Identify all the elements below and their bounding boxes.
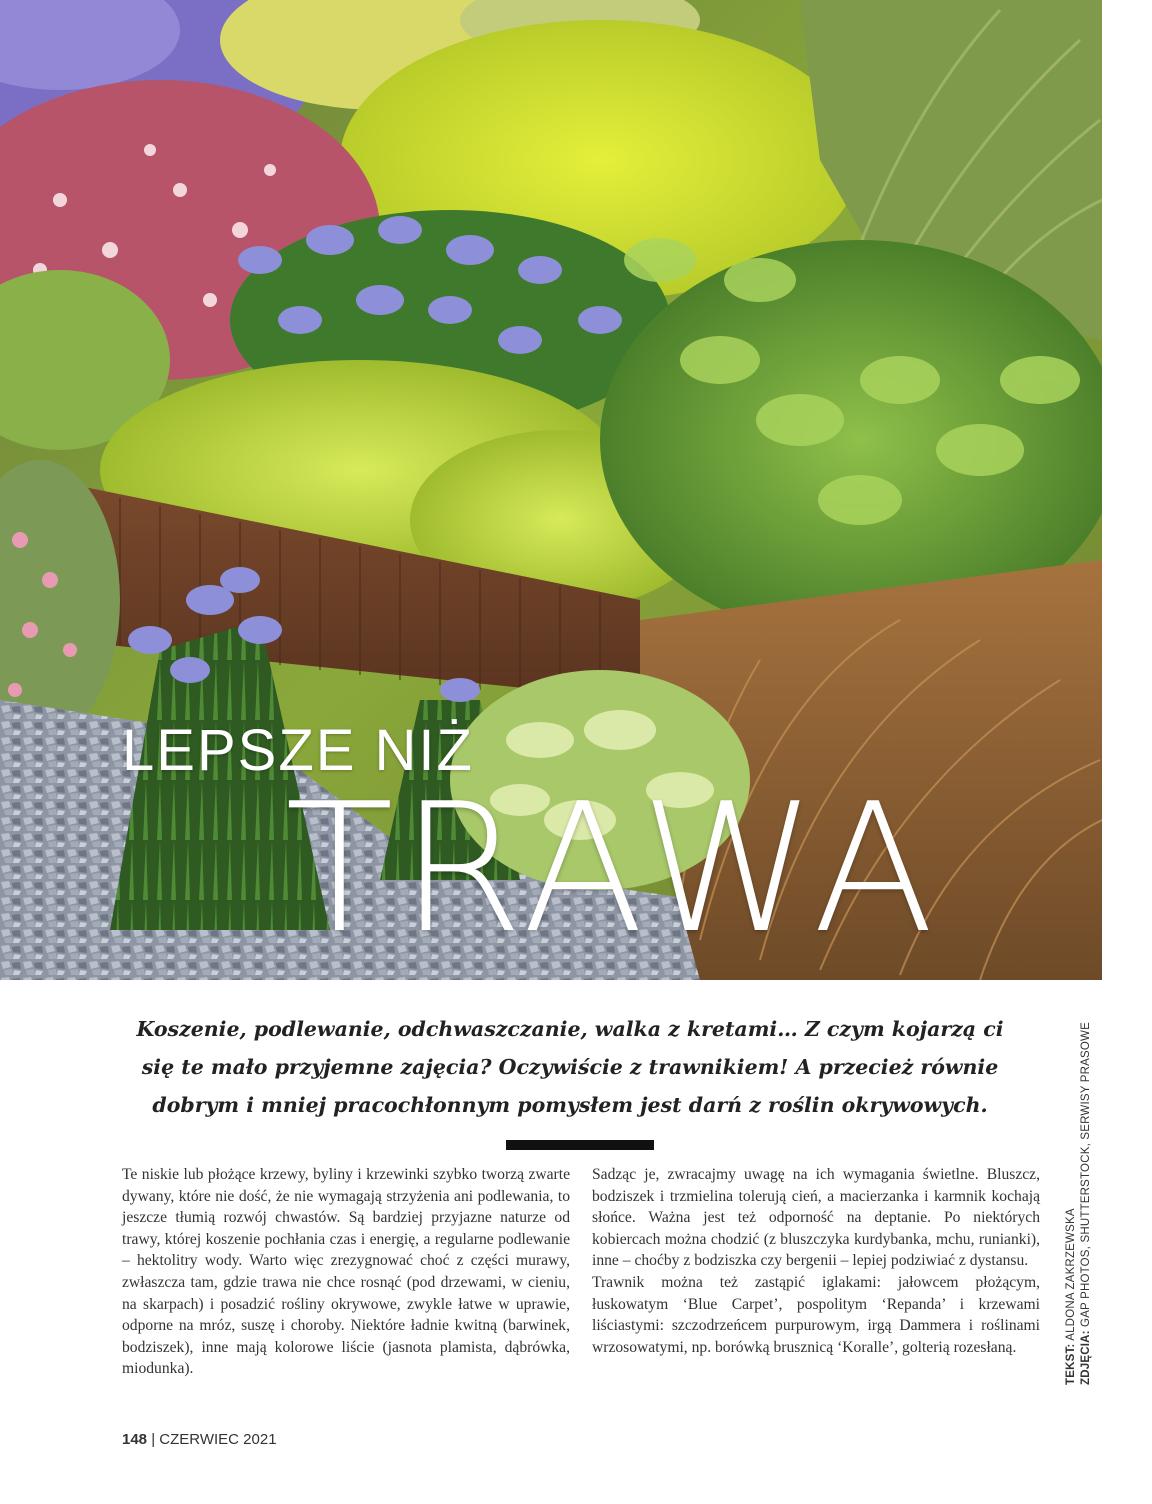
credit-text-value: ALDONA ZAKRZEWSKA	[1065, 1208, 1077, 1341]
issue-date: CZERWIEC 2021	[159, 1431, 277, 1448]
title-line-1: LEPSZE NIŻ	[122, 718, 474, 783]
credit-photos	[1079, 1022, 1094, 1385]
page-number: 148	[122, 1431, 148, 1448]
lead-paragraph: Koszenie, podlewanie, odchwaszczanie, walka z kretami… Z czym kojarzą ci się te mało przyjemne zajęcia? Oczywiście z trawnikiem! A przecież równie dobrym i mniej pracochłonnym pomysłem jest darń z roślin okrywowych.	[136, 1017, 1004, 1117]
body-column-left	[122, 1164, 570, 1380]
credit-text-label: TEKST:	[1065, 1343, 1077, 1385]
section-divider	[506, 1140, 654, 1150]
footer-separator: |	[151, 1431, 156, 1448]
page-footer	[122, 1431, 277, 1448]
body-paragraph: Trawnik można też zastąpić iglakami: jałowcem płożącym, łuskowatym ‘Blue Carpet’, pospolitym ‘Repanda’ i krzewami liściastymi: szczodrzeńcem purpurowym, irgą Dammera i roślinami wrzosowatymi, np. borówką brusznicą ‘Koralle’, golterią rozesłaną.	[592, 1273, 1040, 1356]
credits	[1064, 1022, 1094, 1385]
body-paragraph: Te niskie lub płożące krzewy, byliny i krzewinki szybko tworzą zwarte dywany, które nie dość, że nie wymagają strzyżenia ani podlewania, to jeszcze tłumią rozwój chwastów. Są bardziej przyjazne naturze od trawy, której koszenie pochłania czas i energię, a regularne podlewanie – hektolitry wody. Warto więc zrezygnować choć z części murawy, zwłaszcza tam, gdzie trawa nie chce rosnąć (pod drzewami, w cieniu, na skarpach) i posadzić rośliny okrywowe, zwykle łatwe w uprawie, odporne na mróz, suszę i choroby. Niektóre ładnie kwitną (barwinek, bodziszek), inne mają kolorowe liście (jasnota plamista, dąbrówka, miodunka).	[122, 1166, 570, 1378]
body-column-right	[592, 1164, 1040, 1358]
body-paragraph: Sadząc je, zwracajmy uwagę na ich wymagania świetlne. Bluszcz, bodziszek i trzmielina tolerują cień, a macierzanka i karmnik kochają słońce. Ważna jest też odporność na deptanie. Po niektórych kobiercach można chodzić (z bluszczyka kurdybanka, mchu, runianki), inne – choćby z bodziszka czy bergenii – lepiej podziwiać z dystansu.	[592, 1166, 1040, 1270]
credit-photos-value: GAP PHOTOS, SHUTTERSTOCK, SERWISY PRASOWE	[1080, 1022, 1092, 1327]
title-line-2: TRAWA	[285, 765, 941, 972]
credit-text	[1064, 1022, 1079, 1385]
credit-photos-label: ZDJĘCIA:	[1080, 1330, 1092, 1385]
